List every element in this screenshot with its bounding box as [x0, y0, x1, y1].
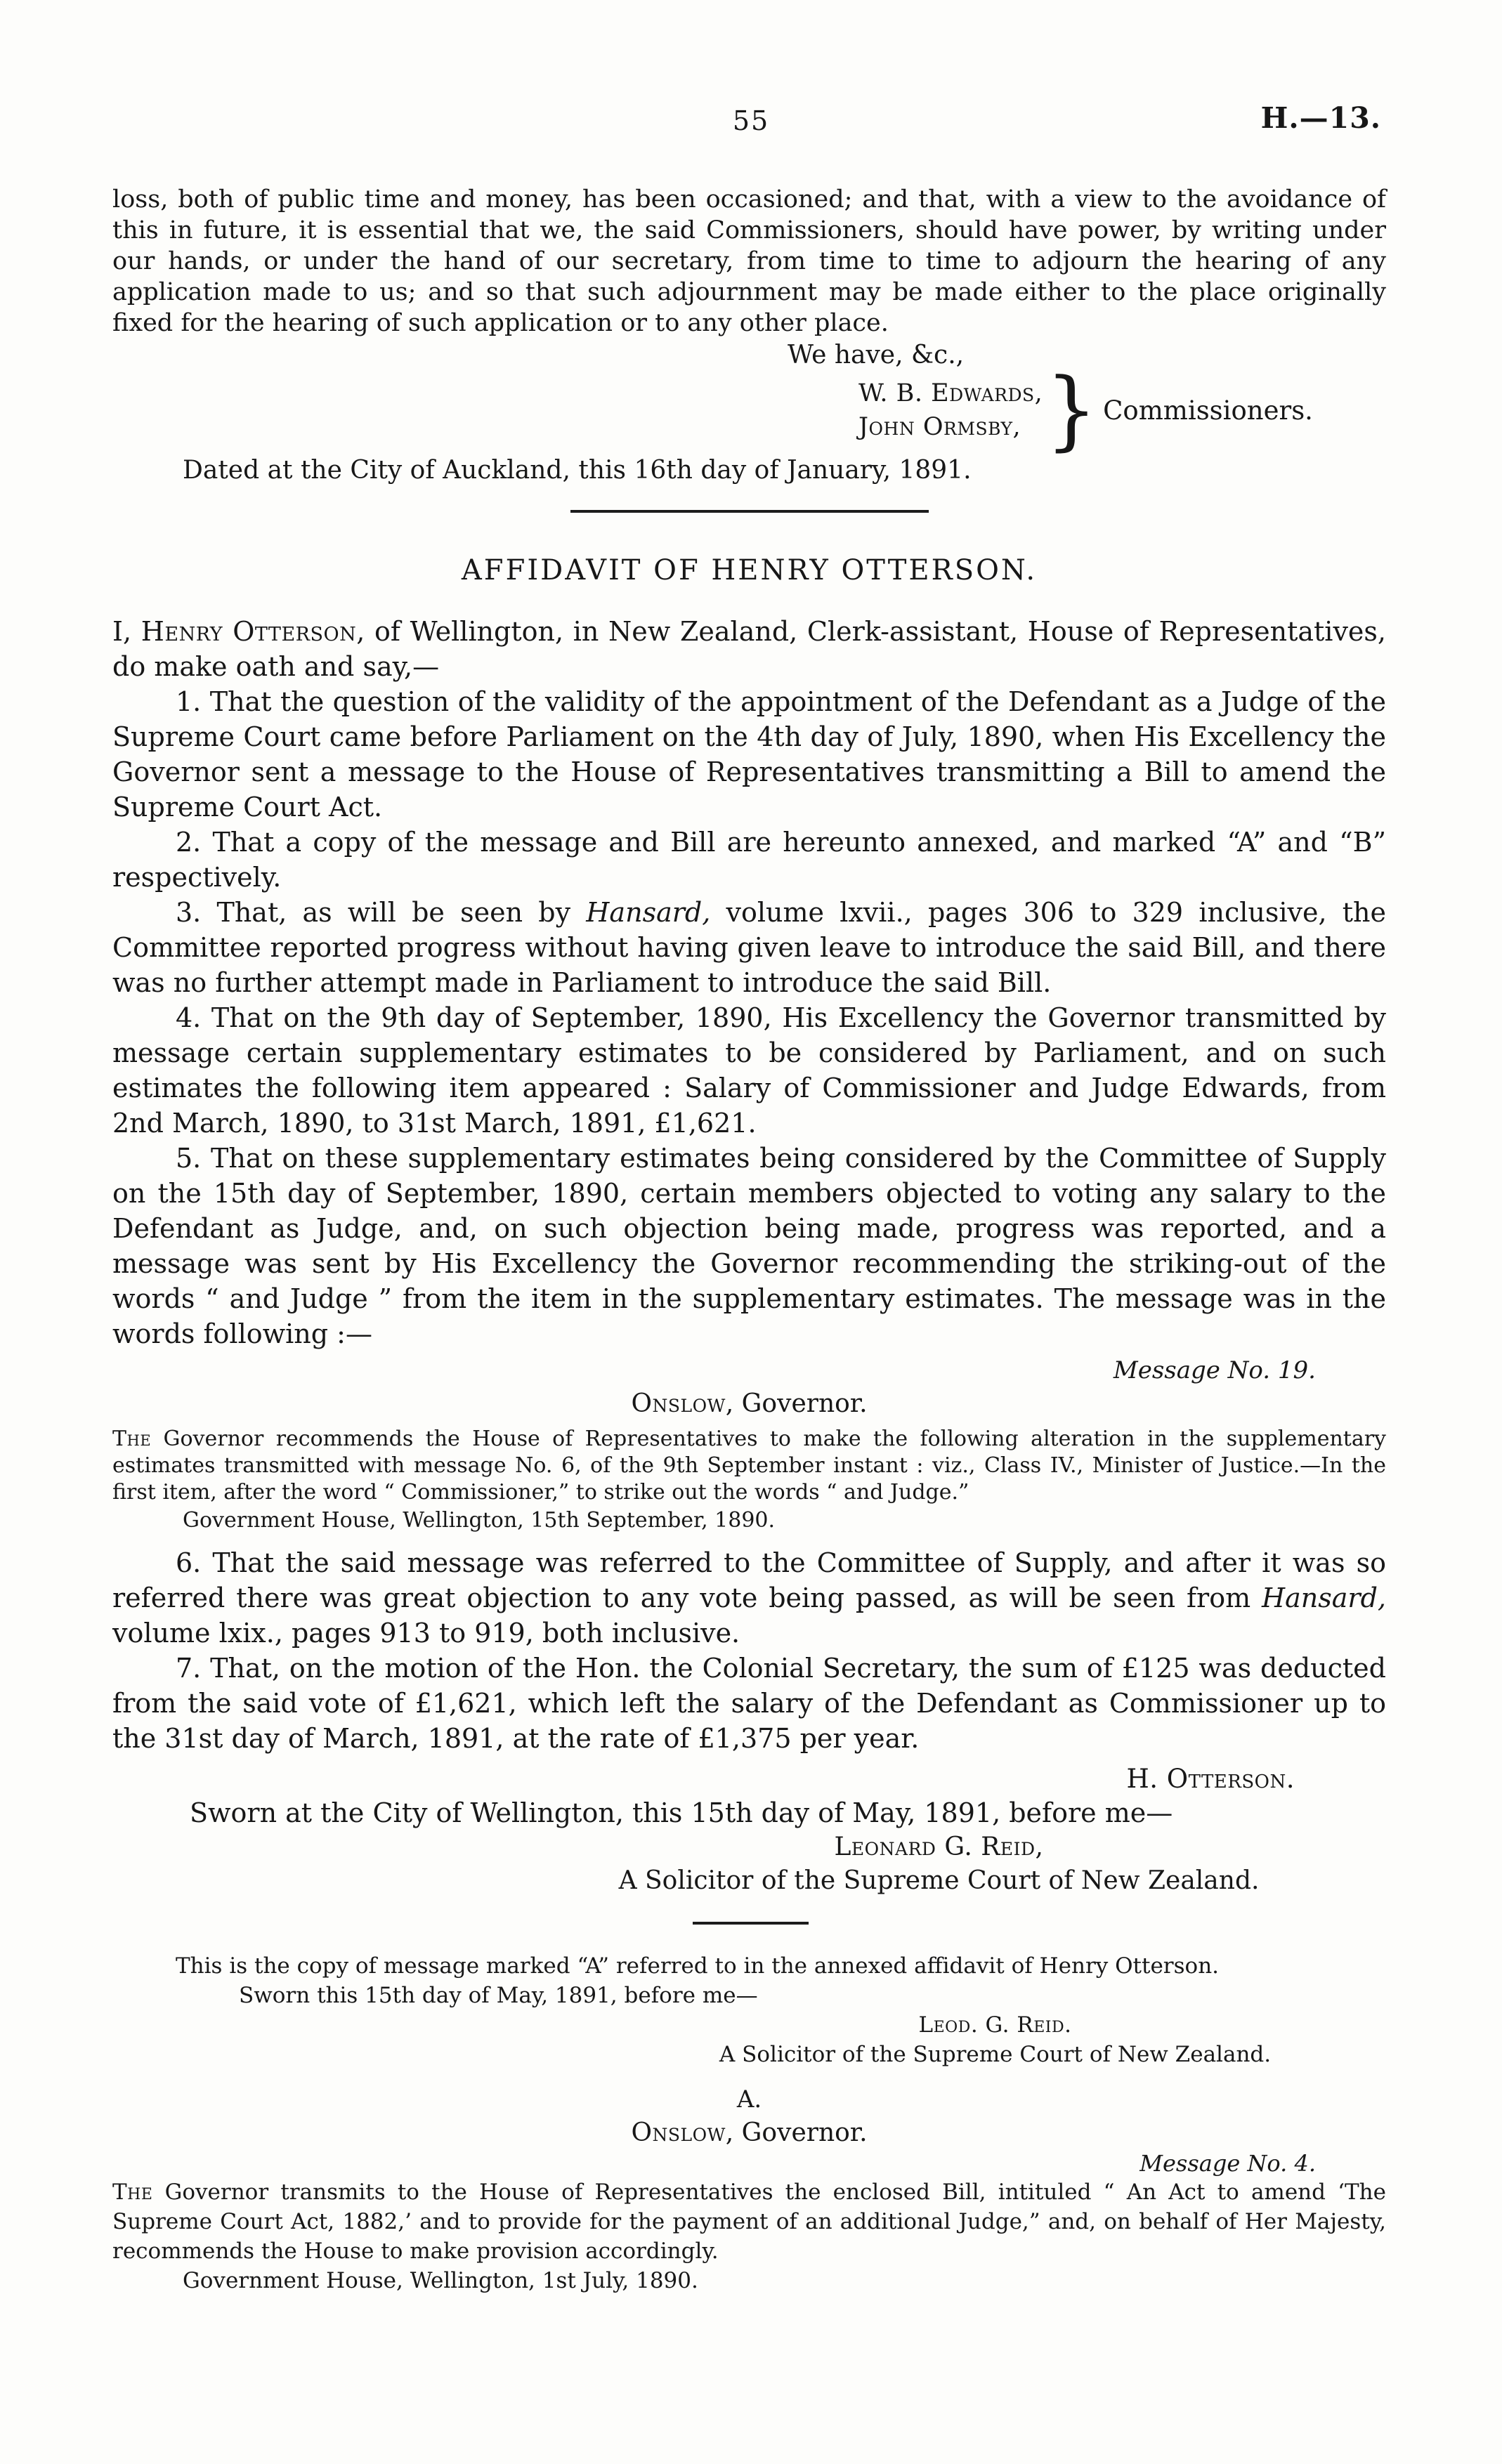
commissioners-signature-block: [858, 359, 1386, 461]
section-divider: [570, 510, 929, 513]
affidavit-item-1: 1. That the question of the validity of the appointment of the Defendant as a Judge of the Supreme Court came before Parliament on the 4th day of July, 1890, when His Excellency the Governor sent a message to the House of Representatives transmitting a Bill to amend the Supreme Court Act.: [112, 686, 1386, 823]
message-19-body: The Governor recommends the House of Representatives to make the following alteration in the supplementary estimates transmitted with message No. 6, of the 9th September instant : viz., Class IV., Minister of Justice.—In the first item, after the word “ Commissioner,” to strike out the words “ and Judge.”: [112, 1427, 1386, 1505]
document-reference: H.—13.: [1260, 101, 1381, 135]
affidavit-item-2: 2. That a copy of the message and Bill are hereunto annexed, and marked “A” and “B” respectively.: [112, 827, 1386, 893]
affidavit-item-5: 5. That on these supplementary estimates being considered by the Committee of Supply on the 15th day of September, 1890, certain members objected to voting any salary to the Defendant as Judge, and, on such objection being made, progress was reported, and a message was sent by His Excellency the Governor recommending the striking-out of the words “ and Judge ” from the item in the supplementary estimates. The message was in the words following :—: [112, 1143, 1386, 1349]
message-4-body: The Governor transmits to the House of Representatives the enclosed Bill, intituled “ An Act to amend ‘The Supreme Court Act, 1882,’ and to provide for the payment of an additional Judge,” and, on behalf of Her Majesty, recommends the House to make provision accordingly.: [112, 2180, 1386, 2264]
valediction-line: We have, &c.,: [788, 341, 965, 369]
brace-glyph: }: [1045, 359, 1098, 461]
annexure-mark: A.: [736, 2085, 762, 2114]
affidavit-opening: I, Henry Otterson, of Wellington, in New Zealand, Clerk-assistant, House of Representatives, do make oath and say,—: [112, 616, 1386, 682]
page-content: [112, 0, 1386, 2295]
dated-line: Dated at the City of Auckland, this 16th day of January, 1891.: [183, 456, 972, 485]
witness-name: Leonard G. Reid,: [834, 1833, 1044, 1861]
signatory-ormsby: John Ormsby,: [858, 413, 1021, 441]
annexure-witness-name: Leod. G. Reid.: [918, 2012, 1072, 2038]
witness-title: A Solicitor of the Supreme Court of New Zealand.: [618, 1866, 1260, 1895]
signatory-names: [858, 376, 1043, 444]
page-number: 55: [732, 105, 770, 136]
annexure-sworn-line: Sworn this 15th day of May, 1891, before me—: [239, 1983, 758, 2008]
affidavit-item-7: 7. That, on the motion of the Hon. the Colonial Secretary, the sum of £125 was deducted from the said vote of £1,621, which left the salary of the Defendant as Commissioner up to the 31st day of March, 1891, at the rate of £1,375 per year.: [112, 1653, 1386, 1754]
annexure-witness-title: A Solicitor of the Supreme Court of New Zealand.: [719, 2042, 1272, 2067]
affidavit-item-6: 6. That the said message was referred to the Committee of Supply, and after it was so referred there was great objection to any vote being passed, as will be seen from Hansard, volume lxix., pages 913 to 919, both inclusive.: [112, 1547, 1386, 1649]
affidavit-item-4: 4. That on the 9th day of September, 1890, His Excellency the Governor transmitted by message certain supplementary estimates to be considered by Parliament, and on such estimates the following item appeared : Salary of Commissioner and Judge Edwards, from 2nd March, 1890, to 31st March, 1891, £1,621.: [112, 1002, 1386, 1139]
message-19-label: Message No. 19.: [1113, 1356, 1316, 1384]
continuation-paragraph: loss, both of public time and money, has been occasioned; and that, with a view to the avoidance of this in future, it is essential that we, the said Commissioners, should have power, by writing under our hands, or under the hand of our secretary, from time to time to adjourn the hearing of any application made to us; and so that such adjournment may be made either to the place originally fixed for the hearing of such application or to any other place.: [112, 185, 1386, 337]
message-19-dateline: Government House, Wellington, 15th September, 1890.: [183, 1508, 776, 1533]
annexure-certification: This is the copy of message marked “A” referred to in the annexed affidavit of Henry Otterson.: [176, 1953, 1220, 1979]
message-4-dateline: Government House, Wellington, 1st July, 1890.: [183, 2268, 698, 2293]
message-19-salutation: Onslow, Governor.: [631, 1389, 868, 1418]
affidavit-item-3: 3. That, as will be seen by Hansard, volume lxvii., pages 306 to 329 inclusive, the Committee reported progress without having given leave to introduce the said Bill, and there was no further attempt made in Parliament to introduce the said Bill.: [112, 897, 1386, 998]
deponent-signature: H. Otterson.: [1126, 1764, 1295, 1794]
message-4-label: Message No. 4.: [1139, 2150, 1316, 2177]
message-4-salutation: Onslow, Governor.: [631, 2118, 868, 2147]
annexure-divider: [693, 1922, 809, 1925]
sworn-line: Sworn at the City of Wellington, this 15th day of May, 1891, before me—: [190, 1797, 1173, 1828]
signatories-role: Commissioners.: [1103, 395, 1313, 426]
signatory-edwards: W. B. Edwards,: [858, 379, 1043, 407]
affidavit-title: AFFIDAVIT OF HENRY OTTERSON.: [461, 554, 1038, 586]
